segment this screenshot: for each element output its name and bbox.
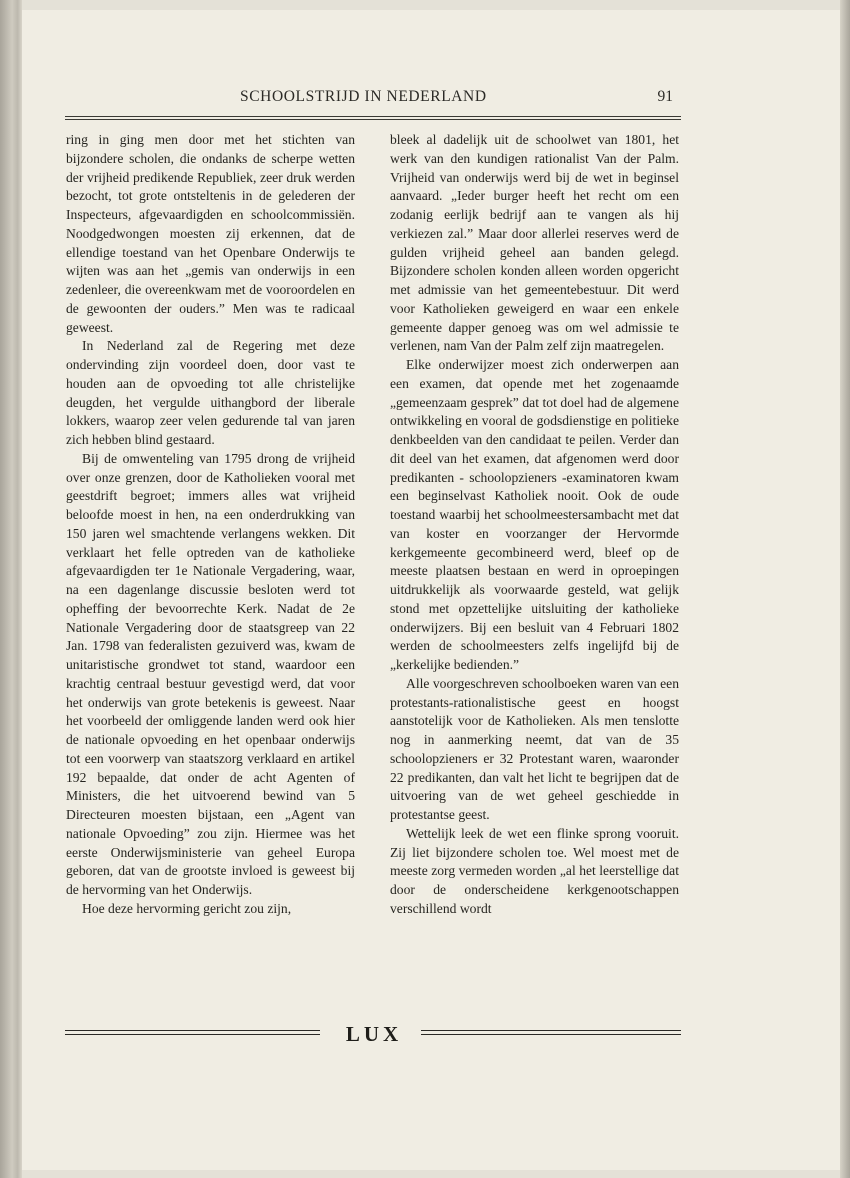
footer-ornament [65, 1022, 681, 1044]
paragraph: Hoe deze hervorming gericht zou zijn, [82, 900, 292, 916]
paragraph: Bij de omwenteling van 1795 drong de vrijheid over onze grenzen, door de Katholieken vooral met geestdrift begroet; immers alles wat vrijheid beloofde moest in hen, na een onderdrukking van 150 jaren wel smachtende verlangens wekken. Dit verklaart het felle optreden van de katholieke afgevaardigden ter 1e Nationale Vergadering, waar, na een dagenlange discussie besloten werd tot opheffing der bevoorrechte Kerk. Nadat de 2e Nationale Vergadering door de staatsgreep van 22 Jan. 1798 van federalisten gezuiverd was, kwam de unitaristische grondwet tot stand, waardoor een krachtig centraal bestuur gevestigd werd, dat voor het onderwijs van grote betekenis is geweest. Naar het voorbeeld der omliggende landen werd ook hier de nationale opvoeding en het openbaar onderwijs tot een voorwerp van staatszorg verklaard en artikel 192 bepaalde, dat onder de acht Agenten of Ministers, die het uitvoerend bewind van 5 Directeuren moesten bijstaan, een „Agent van nationale Opvoeding” zou zijn. Hiermee was het eerste Onderwijsministerie van geheel Europa geboren, dat van de grootste invloed is geweest bij de hervorming van het Onderwijs. [66, 450, 355, 897]
paragraph: ring in ging men door met het stichten van bijzondere scholen, die ondanks de scherpe wetten der vrijheid predikende Republiek, zeer druk werden bezocht, tot grote ontsteltenis in de gelederen der Inspecteurs, afgevaardigden en schoolcommissiën. Noodgedwongen moesten zij erkennen, dat de ellendige toestand van het Openbare Onderwijs te wijten was aan het „gemis van onderwijs in een zedenleer, die overeenkwam met de vooroordelen en de gewoonten der ouders.” Men was te radicaal geweest. [66, 132, 355, 335]
header-rule-thin [65, 119, 681, 120]
page-number: 91 [657, 88, 673, 105]
footer-rule-right [421, 1030, 681, 1031]
running-title: SCHOOLSTRIJD IN NEDERLAND [240, 88, 487, 105]
paragraph: In Nederland zal de Regering met deze ondervinding zijn voordeel doen, door vast te houden aan de opvoeding tot alle christelijke deugden, het vergulde uithangbord der liberale lokkers, waarop zeer velen gedurende tal van jaren zich hebben blind gestaard. [66, 338, 355, 447]
header-rule [65, 116, 681, 117]
running-header [65, 88, 681, 112]
left-column [66, 131, 355, 919]
page-edge-shadow [840, 0, 850, 1178]
footer-rule-left [65, 1030, 320, 1031]
paragraph: Elke onderwijzer moest zich onderwerpen aan een examen, dat opende met het zogenaamde „gemeenzaam gesprek” dat tot doel had de algemene ontwikkeling en vooral de godsdienstige en politieke denkbeelden van den candidaat te peilen. Verder dan dit deel van het examen, dat afgenomen werd door predikanten - schoolopzieners -examinatoren kwam een beginselvast Katholiek nooit. Ook de oude toestand waarbij het schoolmeestersambacht met dat van koster en voorzanger der Hervormde kerkgemeente gecombineerd werd, bleef op de meeste plaatsen bestaan en werd in oproepingen uitdrukkelijk als voorwaarde gesteld, wat gelijk stond met opzettelijke uitsluiting der katholieke onderwijzers. Bij een besluit van 4 Februari 1802 werden de schoolmeesters zelfs ingelijfd bij de „kerkelijke bedienden.” [390, 357, 679, 672]
footer-rule-right-2 [421, 1034, 681, 1035]
book-spine-shadow [0, 0, 22, 1178]
paragraph: Alle voorgeschreven schoolboeken waren van een protestants-rationalistische geest en hoogst aanstotelijk voor de Katholieken. Als men tenslotte nog in aanmerking neemt, dat van de 35 schoolopzieners er 32 Protestant waren, waaronder 22 predikanten, dan valt het licht te begrijpen dat de uitvoering van de wet geheel geschiedde in protestantse geest. [390, 675, 679, 822]
paragraph: bleek al dadelijk uit de schoolwet van 1801, het werk van den kundigen rationalist Van der Palm. Vrijheid van onderwijs werd bij de wet in beginsel aanvaard. „Ieder burger heeft het recht om een zodanig eerlijk bedrijf aan te vangen als hij verkiezen zal.” Maar door allerlei reserves werd de gulden vrijheid geheel aan banden gelegd. Bijzondere scholen konden alleen worden opgericht met admissie van het gemeentebestuur. Dit werd voor Katholieken geweigerd en waar een enkele gemeente dapper genoeg was om wel admissie te verlenen, nam Van der Palm zelf zijn maatregelen. [390, 132, 679, 354]
footer-rule-left-2 [65, 1034, 320, 1035]
paragraph: Wettelijk leek de wet een flinke sprong vooruit. Zij liet bijzondere scholen toe. Wel moest met de meeste zorg vermeden worden „al het leerstellige dat door de onderscheidene kerkgenootschappen verschillend wordt [390, 825, 679, 916]
lux-logo: LUX [345, 1022, 403, 1046]
right-column [390, 131, 679, 919]
